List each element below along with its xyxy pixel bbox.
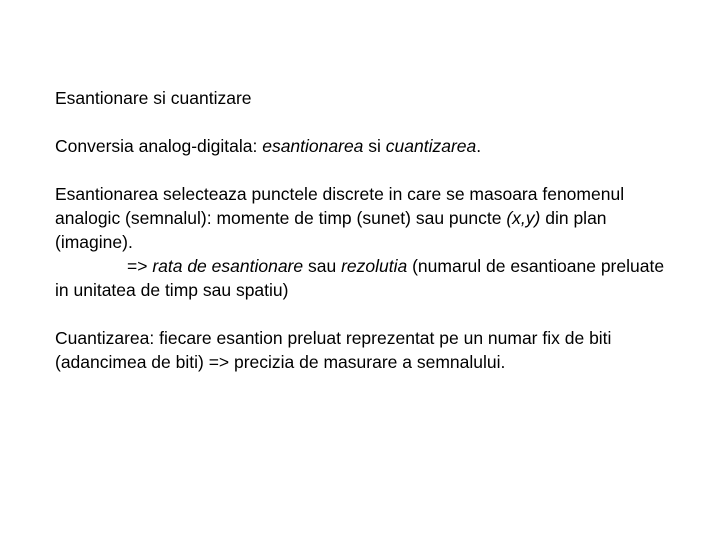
term-resolution: rezolutia bbox=[341, 256, 408, 276]
paragraph-quantization bbox=[55, 326, 675, 374]
slide-title: Esantionare si cuantizare bbox=[55, 88, 252, 108]
spacer bbox=[55, 158, 675, 182]
arrow-text: => bbox=[127, 256, 153, 276]
term-sampling-rate: rata de esantionare bbox=[152, 256, 304, 276]
conversion-text: Conversia analog-digitala: bbox=[55, 136, 263, 156]
samples-text: (numarul de esantioane preluate in unitatea de timp sau spatiu) bbox=[55, 256, 665, 300]
quantization-text: Cuantizarea: fiecare esantion preluat reprezentat pe un numar fix de biti (adancimea de biti) => precizia de masurare a semnalului. bbox=[55, 328, 612, 372]
paragraph-sampling bbox=[55, 182, 675, 302]
conjunction-text: si bbox=[363, 136, 386, 156]
period-text: . bbox=[476, 136, 482, 156]
term-sampling: esantionarea bbox=[262, 136, 364, 156]
or-text: sau bbox=[303, 256, 342, 276]
plane-text: din plan (imagine). bbox=[55, 208, 607, 252]
sampling-text: Esantionarea selecteaza punctele discrete in care se masoara fenomenul analogic (semnalul): momente de timp (sunet) sau puncte bbox=[55, 184, 625, 228]
paragraph-conversion bbox=[55, 134, 675, 158]
term-quantization: cuantizarea bbox=[385, 136, 477, 156]
term-coordinates: (x,y) bbox=[506, 208, 541, 228]
spacer bbox=[55, 302, 675, 326]
slide-content bbox=[55, 86, 675, 374]
spacer bbox=[55, 110, 675, 134]
